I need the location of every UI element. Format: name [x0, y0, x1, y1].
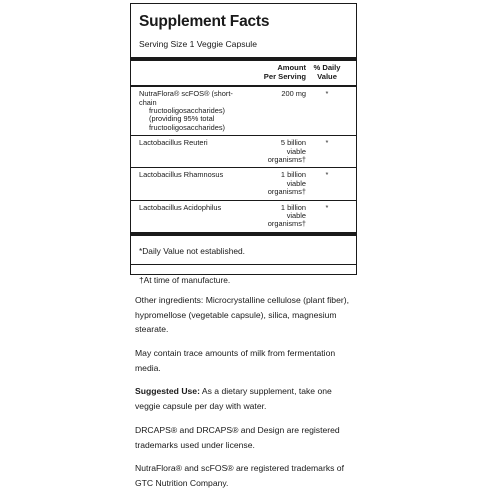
ingredient-amount-line: 200 mg [281, 89, 306, 99]
header-dv-line: % Daily [313, 63, 341, 72]
ingredient-name-line: Lactobacillus Acidophilus [139, 202, 222, 212]
header-amount-line: Amount [277, 63, 306, 72]
facts-title: Supplement Facts [139, 13, 270, 30]
text-line: veggie capsule per day with water. [135, 400, 267, 411]
ingredient-name [139, 139, 250, 164]
ingredient-amount-line: organisms† [267, 155, 306, 165]
text-line: media. [135, 362, 161, 373]
text-line: trademarks used under license. [135, 439, 255, 450]
text-line: Other ingredients: Microcrystalline cellulose (plant fiber), [135, 295, 349, 305]
ingredient-amount-line: 1 billion [280, 202, 306, 212]
header-daily-value [306, 64, 348, 81]
ingredient-amount [250, 204, 306, 229]
other-ingredients [135, 293, 375, 337]
ingredient-amount [250, 90, 306, 132]
ingredient-amount-line: organisms† [267, 187, 306, 197]
ingredient-name-line: fructooligosaccharides) [149, 122, 225, 132]
text-line: stearate. [135, 324, 169, 335]
text-line: DRCAPS® and DRCAPS® and Design are registered [135, 425, 340, 435]
note-manufacture: †At time of manufacture. [139, 274, 231, 285]
text-line: hypromellose (vegetable capsule), silica, magnesium [135, 309, 337, 320]
suggested-use [135, 384, 375, 413]
header-amount [250, 64, 306, 81]
ingredient-name-line: NutraFlora® scFOS® (short-chain [139, 89, 233, 107]
text-line: As a dietary supplement, take one [201, 386, 332, 396]
suggested-use-label: Suggested Use: [135, 386, 200, 396]
ingredient-name [139, 204, 250, 229]
text-line: May contain trace amounts of milk from fermentation [135, 348, 336, 358]
ingredient-daily-value: * [325, 170, 329, 180]
ingredient-row [139, 201, 348, 232]
text-line: GTC Nutrition Company. [135, 477, 229, 488]
ingredient-row [139, 136, 348, 167]
drcaps-trademark [135, 423, 375, 452]
ingredient-rows [139, 87, 348, 232]
ingredient-amount [250, 139, 306, 164]
ingredient-name-line: Lactobacillus Reuteri [139, 138, 208, 148]
column-header-row [139, 61, 348, 85]
text-line: NutraFlora® and scFOS® are registered trademarks of [135, 463, 344, 473]
ingredient-row [139, 168, 348, 199]
ingredient-name-line: fructooligosaccharides) [149, 106, 225, 115]
ingredient-amount-line: 1 billion [280, 170, 306, 180]
ingredient-name-line: Lactobacillus Rhamnosus [139, 170, 224, 180]
supplement-facts-panel [130, 3, 357, 285]
header-dv-line: Value [317, 71, 337, 81]
nutraflora-trademark [135, 461, 375, 490]
ingredient-row [139, 87, 348, 135]
ingredient-name [139, 171, 250, 196]
ingredient-daily-value: * [325, 138, 329, 148]
ingredient-amount [250, 171, 306, 196]
milk-warning [135, 346, 375, 375]
ingredient-amount-line: 5 billion [280, 138, 306, 148]
ingredient-name [139, 90, 250, 132]
ingredient-amount-line: viable [286, 146, 306, 156]
header-amount-line: Per Serving [263, 71, 306, 81]
ingredient-daily-value: * [325, 89, 329, 99]
serving-size: Serving Size 1 Veggie Capsule [139, 39, 258, 49]
ingredient-amount-line: viable [286, 211, 306, 221]
ingredient-amount-line: viable [286, 178, 306, 188]
ingredient-amount-line: organisms† [267, 219, 306, 229]
ingredient-daily-value: * [325, 202, 329, 212]
header-spacer [139, 64, 250, 81]
note-daily-value: *Daily Value not established. [139, 245, 245, 256]
ingredient-name-line: (providing 95% total [149, 114, 215, 124]
